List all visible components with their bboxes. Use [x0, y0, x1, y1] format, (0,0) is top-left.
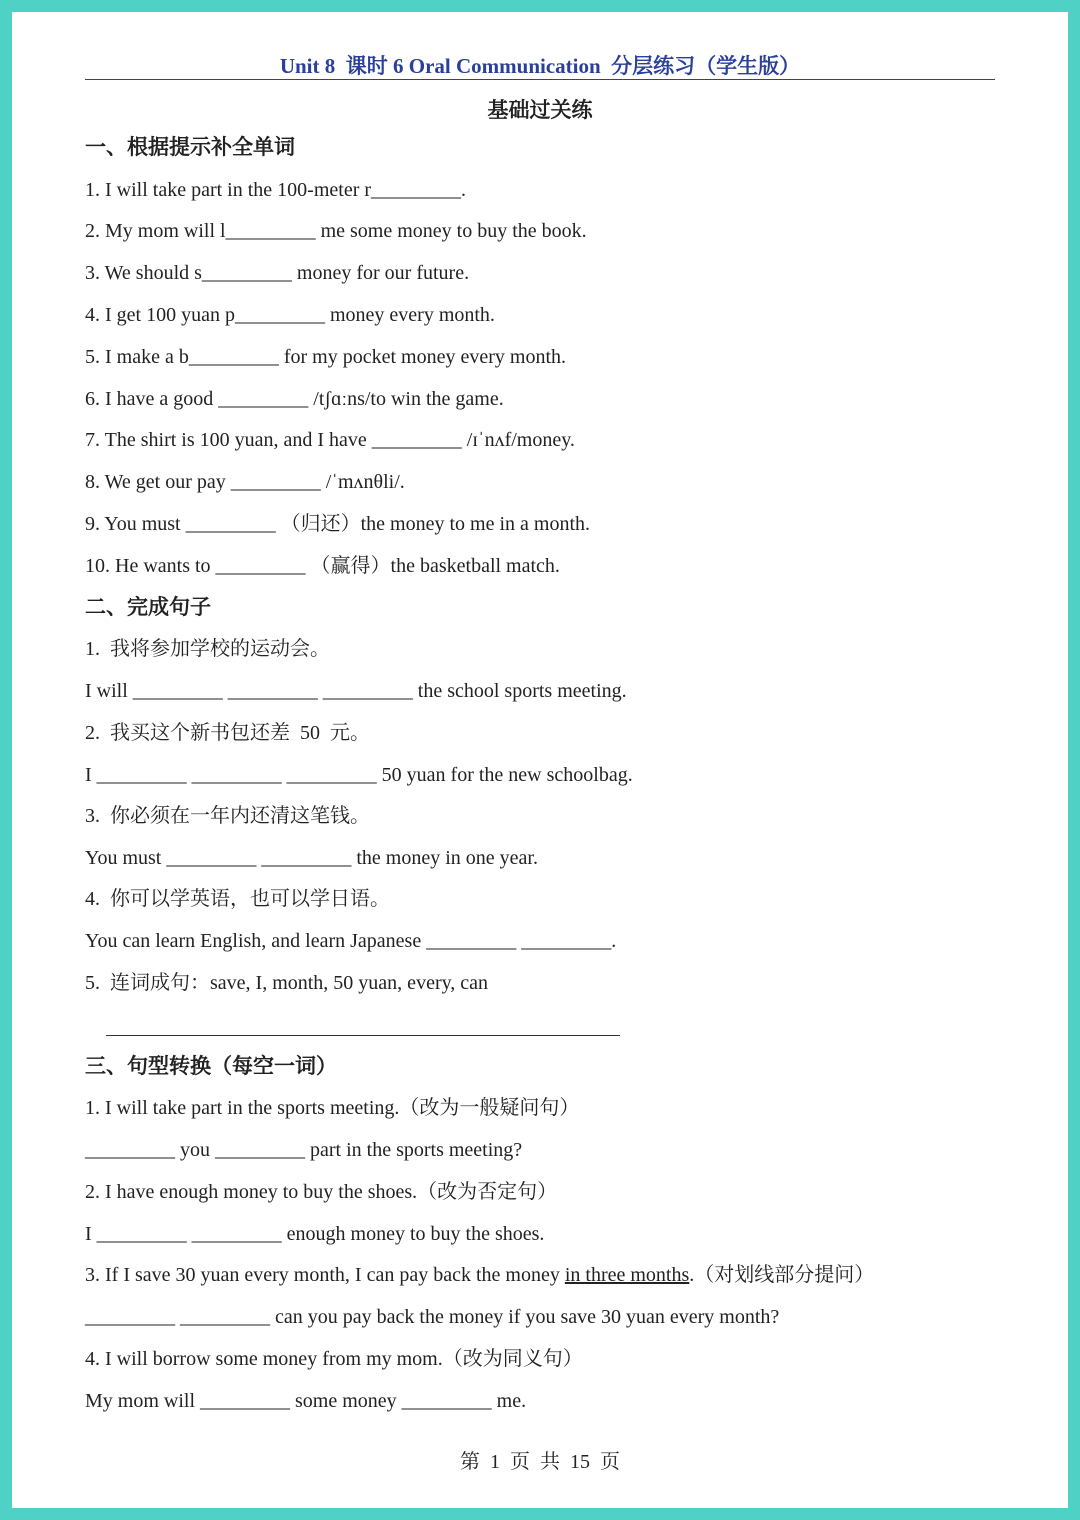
exercise-line-p2-q1-cn: 1. 我将参加学校的运动会。	[85, 638, 330, 660]
exercise-line-p3-q3	[85, 1262, 874, 1288]
exercise-line-p2-q1-en: I will _________ _________ _________ the school sports meeting.	[85, 680, 627, 702]
p3-q3-text-before: 3. If I save 30 yuan every month, I can pay back the money	[85, 1264, 565, 1286]
answer-blank-line	[106, 1035, 620, 1036]
exercise-line-p2-q3-cn: 3. 你必须在一年内还清这笔钱。	[85, 805, 370, 827]
exercise-line-p1-q10: 10. He wants to _________ （赢得）the basketball match.	[85, 555, 560, 577]
exercise-line-p3-q2: 2. I have enough money to buy the shoes.（改为否定句）	[85, 1181, 558, 1203]
section-heading: 基础过关练	[487, 98, 593, 122]
exercise-line-p1-q9: 9. You must _________ （归还）the money to me in a month.	[85, 513, 590, 535]
worksheet-page	[12, 12, 1068, 1508]
title-divider	[85, 79, 995, 80]
exercise-line-p1-q4: 4. I get 100 yuan p_________ money every month.	[85, 304, 495, 326]
exercise-line-p1-q3: 3. We should s_________ money for our future.	[85, 262, 470, 284]
exercise-line-p3-q1: 1. I will take part in the sports meeting.（改为一般疑问句）	[85, 1097, 580, 1119]
exercise-line-p1-q8: 8. We get our pay _________ /ˈmʌnθli/.	[85, 471, 405, 493]
exercise-line-p3-q4-ans: My mom will _________ some money _________ me.	[85, 1390, 527, 1412]
exercise-line-p2-q5: 5. 连词成句：save, I, month, 50 yuan, every, can	[85, 972, 489, 994]
part1-title: 一、根据提示补全单词	[85, 135, 295, 159]
exercise-line-p2-q3-en: You must _________ _________ the money in one year.	[85, 847, 538, 869]
exercise-line-p3-q4: 4. I will borrow some money from my mom.（改为同义句）	[85, 1348, 583, 1370]
exercise-line-p1-q2: 2. My mom will l_________ me some money to buy the book.	[85, 220, 587, 242]
document-title: Unit 8 课时 6 Oral Communication 分层练习（学生版）	[279, 54, 801, 78]
part3-title: 三、句型转换（每空一词）	[85, 1054, 337, 1078]
page-footer: 第 1 页 共 15 页	[460, 1451, 620, 1473]
exercise-line-p2-q2-en: I _________ _________ _________ 50 yuan for the new schoolbag.	[85, 764, 633, 786]
exercise-line-p2-q2-cn: 2. 我买这个新书包还差 50 元。	[85, 722, 370, 744]
exercise-line-p3-q1-ans: _________ you _________ part in the sports meeting?	[85, 1139, 523, 1161]
exercise-line-p3-q3-ans: _________ _________ can you pay back the money if you save 30 yuan every month?	[85, 1306, 780, 1328]
exercise-line-p1-q6: 6. I have a good _________ /tʃɑːns/to win the game.	[85, 388, 504, 410]
exercise-line-p1-q7: 7. The shirt is 100 yuan, and I have _________ /ɪˈnʌf/money.	[85, 429, 575, 451]
p3-q3-text-after: .（对划线部分提问）	[689, 1264, 875, 1286]
part2-title: 二、完成句子	[85, 595, 211, 619]
p3-q3-underlined-phrase: in three months	[564, 1264, 690, 1286]
exercise-line-p1-q1: 1. I will take part in the 100-meter r_________.	[85, 179, 467, 201]
exercise-line-p2-q4-en: You can learn English, and learn Japanese _________ _________.	[85, 930, 617, 952]
exercise-line-p1-q5: 5. I make a b_________ for my pocket money every month.	[85, 346, 566, 368]
exercise-line-p2-q4-cn: 4. 你可以学英语，也可以学日语。	[85, 888, 390, 910]
exercise-line-p3-q2-ans: I _________ _________ enough money to buy the shoes.	[85, 1223, 545, 1245]
